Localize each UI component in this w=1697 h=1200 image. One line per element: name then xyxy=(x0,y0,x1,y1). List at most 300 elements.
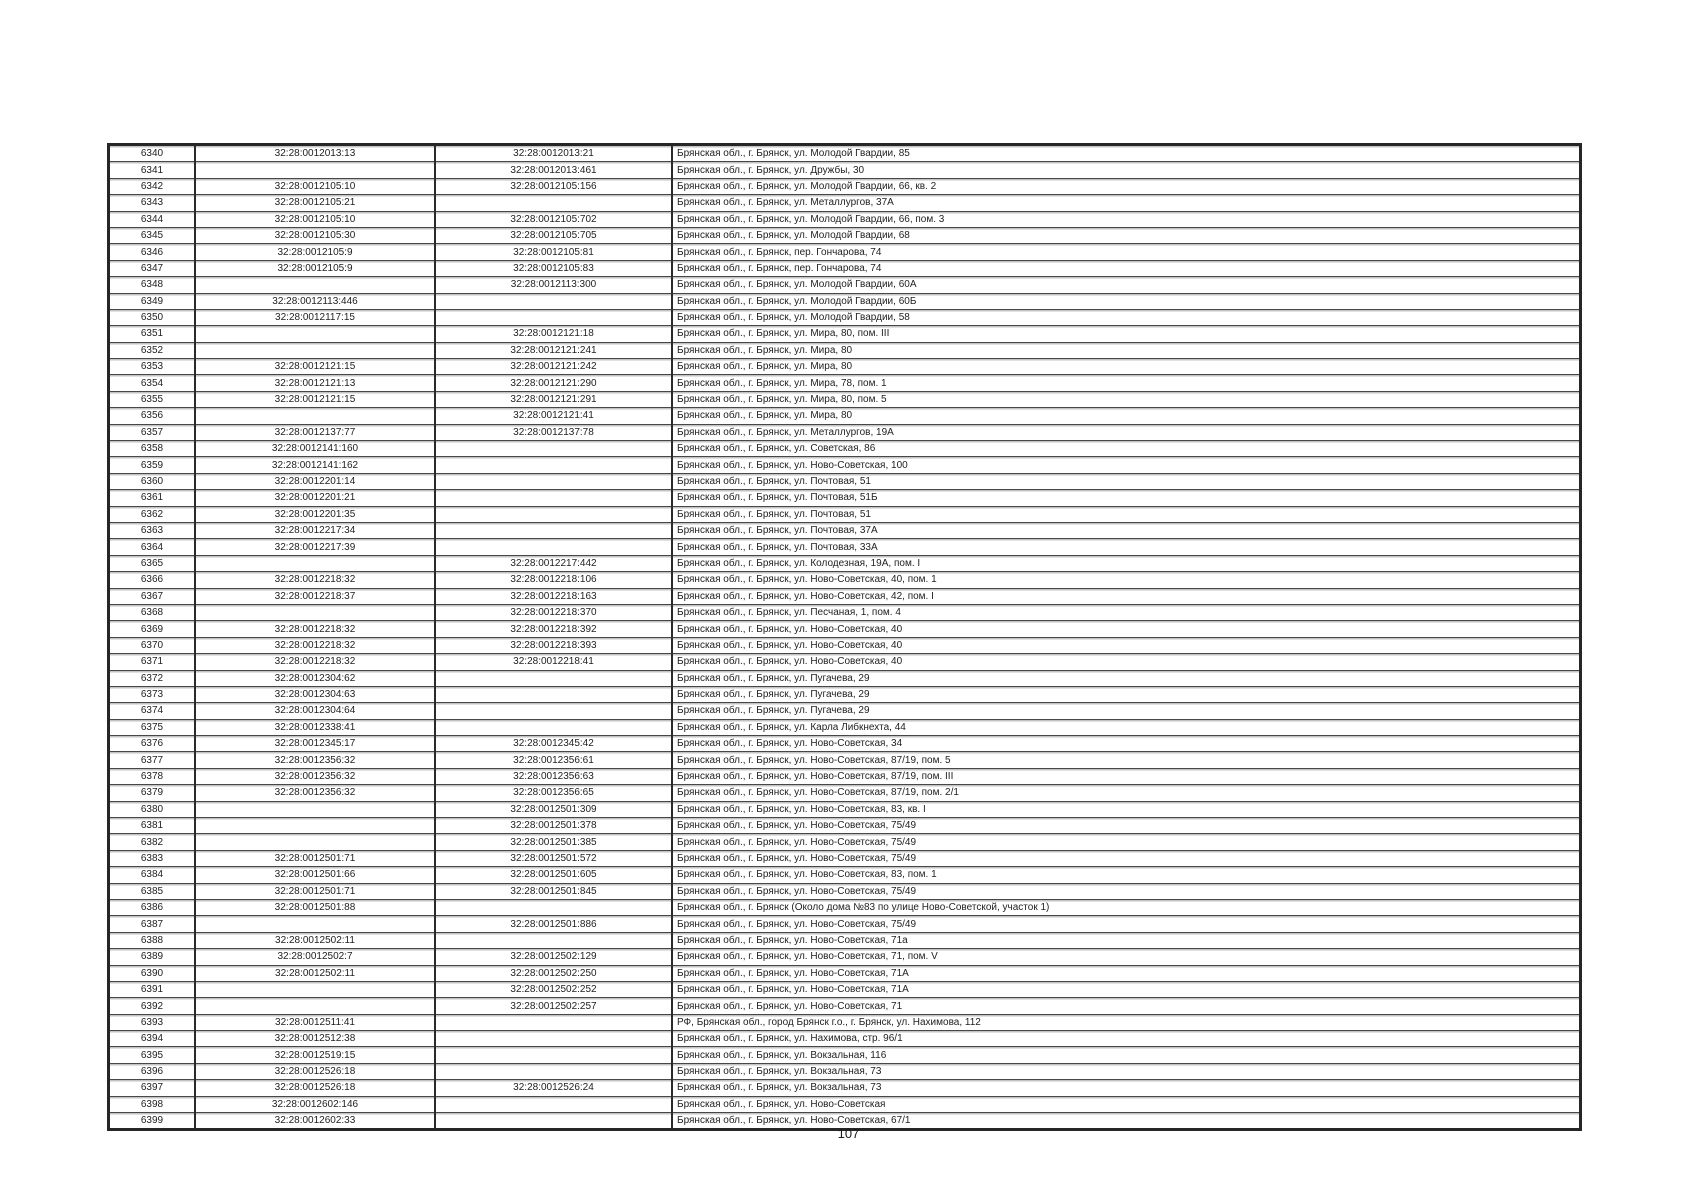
address-cell: Брянская обл., г. Брянск, ул. Вокзальная, 116 xyxy=(672,1047,1581,1063)
cadastral-number-cell: 32:28:0012137:77 xyxy=(195,424,435,440)
address-cell: Брянская обл., г. Брянск, ул. Карла Либкнехта, 44 xyxy=(672,719,1581,735)
table-row xyxy=(109,736,1581,752)
table-row xyxy=(109,211,1581,227)
row-number-cell: 6354 xyxy=(109,375,196,391)
table-row xyxy=(109,555,1581,571)
table-row xyxy=(109,899,1581,915)
row-number-cell: 6366 xyxy=(109,572,196,588)
address-cell: Брянская обл., г. Брянск, ул. Ново-Советская, 34 xyxy=(672,736,1581,752)
address-cell: Брянская обл., г. Брянск, ул. Ново-Советская, 71 xyxy=(672,998,1581,1014)
cadastral-number-cell: 32:28:0012501:71 xyxy=(195,883,435,899)
address-cell: Брянская обл., г. Брянск, ул. Песчаная, 1, пом. 4 xyxy=(672,604,1581,620)
address-cell: Брянская обл., г. Брянск, ул. Ново-Советская, 87/19, пом. 5 xyxy=(672,752,1581,768)
table-row xyxy=(109,457,1581,473)
row-number-cell: 6391 xyxy=(109,981,196,997)
row-number-cell: 6371 xyxy=(109,654,196,670)
table-row xyxy=(109,375,1581,391)
table-row xyxy=(109,703,1581,719)
secondary-cadastral-number-cell: 32:28:0012501:845 xyxy=(435,883,672,899)
table-row xyxy=(109,539,1581,555)
secondary-cadastral-number-cell: 32:28:0012501:886 xyxy=(435,916,672,932)
address-cell: Брянская обл., г. Брянск, ул. Пугачева, 29 xyxy=(672,703,1581,719)
table-row xyxy=(109,424,1581,440)
row-number-cell: 6346 xyxy=(109,244,196,260)
table-row xyxy=(109,686,1581,702)
table-row xyxy=(109,916,1581,932)
address-cell: Брянская обл., г. Брянск, пер. Гончарова, 74 xyxy=(672,260,1581,276)
address-cell: Брянская обл., г. Брянск, ул. Ново-Советская, 40 xyxy=(672,654,1581,670)
table-row xyxy=(109,998,1581,1014)
row-number-cell: 6347 xyxy=(109,260,196,276)
row-number-cell: 6385 xyxy=(109,883,196,899)
secondary-cadastral-number-cell xyxy=(435,1047,672,1063)
row-number-cell: 6399 xyxy=(109,1113,196,1130)
address-cell: Брянская обл., г. Брянск, ул. Ново-Советская, 40 xyxy=(672,637,1581,653)
secondary-cadastral-number-cell: 32:28:0012113:300 xyxy=(435,277,672,293)
row-number-cell: 6390 xyxy=(109,965,196,981)
secondary-cadastral-number-cell: 32:28:0012218:163 xyxy=(435,588,672,604)
cadastral-number-cell: 32:28:0012121:13 xyxy=(195,375,435,391)
secondary-cadastral-number-cell: 32:28:0012356:65 xyxy=(435,785,672,801)
table-row xyxy=(109,850,1581,866)
address-cell: Брянская обл., г. Брянск, ул. Ново-Советская, 40 xyxy=(672,621,1581,637)
secondary-cadastral-number-cell xyxy=(435,1031,672,1047)
table-row xyxy=(109,604,1581,620)
table-row xyxy=(109,1014,1581,1030)
table-row xyxy=(109,801,1581,817)
row-number-cell: 6395 xyxy=(109,1047,196,1063)
address-cell: Брянская обл., г. Брянск, пер. Гончарова, 74 xyxy=(672,244,1581,260)
cadastral-number-cell: 32:28:0012141:162 xyxy=(195,457,435,473)
cadastral-number-cell xyxy=(195,801,435,817)
row-number-cell: 6389 xyxy=(109,949,196,965)
address-cell: Брянская обл., г. Брянск, ул. Ново-Советская, 75/49 xyxy=(672,916,1581,932)
secondary-cadastral-number-cell xyxy=(435,441,672,457)
address-cell: Брянская обл., г. Брянск, ул. Ново-Советская xyxy=(672,1096,1581,1112)
cadastre-table xyxy=(107,143,1582,1131)
secondary-cadastral-number-cell: 32:28:0012502:257 xyxy=(435,998,672,1014)
secondary-cadastral-number-cell: 32:28:0012501:385 xyxy=(435,834,672,850)
cadastral-number-cell: 32:28:0012304:64 xyxy=(195,703,435,719)
secondary-cadastral-number-cell: 32:28:0012121:18 xyxy=(435,326,672,342)
secondary-cadastral-number-cell xyxy=(435,195,672,211)
cadastral-number-cell: 32:28:0012511:41 xyxy=(195,1014,435,1030)
secondary-cadastral-number-cell: 32:28:0012105:702 xyxy=(435,211,672,227)
address-cell: Брянская обл., г. Брянск, ул. Дружбы, 30 xyxy=(672,162,1581,178)
cadastral-number-cell xyxy=(195,604,435,620)
address-cell: Брянская обл., г. Брянск, ул. Ново-Советская, 67/1 xyxy=(672,1113,1581,1130)
row-number-cell: 6373 xyxy=(109,686,196,702)
row-number-cell: 6388 xyxy=(109,932,196,948)
row-number-cell: 6342 xyxy=(109,178,196,194)
secondary-cadastral-number-cell: 32:28:0012526:24 xyxy=(435,1080,672,1096)
table-row xyxy=(109,359,1581,375)
cadastral-number-cell: 32:28:0012338:41 xyxy=(195,719,435,735)
secondary-cadastral-number-cell: 32:28:0012345:42 xyxy=(435,736,672,752)
address-cell: Брянская обл., г. Брянск, ул. Колодезная, 19А, пом. I xyxy=(672,555,1581,571)
table-row xyxy=(109,719,1581,735)
row-number-cell: 6351 xyxy=(109,326,196,342)
address-cell: Брянская обл., г. Брянск, ул. Ново-Советская, 71а xyxy=(672,932,1581,948)
address-cell: Брянская обл., г. Брянск, ул. Ново-Советская, 100 xyxy=(672,457,1581,473)
address-cell: Брянская обл., г. Брянск, ул. Мира, 80, пом. 5 xyxy=(672,391,1581,407)
cadastral-number-cell: 32:28:0012201:14 xyxy=(195,473,435,489)
address-cell: Брянская обл., г. Брянск, ул. Ново-Советская, 83, кв. I xyxy=(672,801,1581,817)
address-cell: Брянская обл., г. Брянск, ул. Вокзальная, 73 xyxy=(672,1080,1581,1096)
secondary-cadastral-number-cell: 32:28:0012121:242 xyxy=(435,359,672,375)
table-row xyxy=(109,949,1581,965)
table-row xyxy=(109,195,1581,211)
table-row xyxy=(109,522,1581,538)
secondary-cadastral-number-cell: 32:28:0012013:21 xyxy=(435,145,672,162)
cadastral-number-cell: 32:28:0012201:21 xyxy=(195,490,435,506)
row-number-cell: 6344 xyxy=(109,211,196,227)
secondary-cadastral-number-cell xyxy=(435,522,672,538)
address-cell: Брянская обл., г. Брянск, ул. Мира, 80 xyxy=(672,342,1581,358)
address-cell: Брянская обл., г. Брянск, ул. Ново-Советская, 42, пом. I xyxy=(672,588,1581,604)
row-number-cell: 6359 xyxy=(109,457,196,473)
table-row xyxy=(109,506,1581,522)
cadastral-number-cell xyxy=(195,916,435,932)
table-row xyxy=(109,1063,1581,1079)
address-cell: Брянская обл., г. Брянск, ул. Вокзальная, 73 xyxy=(672,1063,1581,1079)
table-row xyxy=(109,490,1581,506)
address-cell: Брянская обл., г. Брянск, ул. Ново-Советская, 87/19, пом. 2/1 xyxy=(672,785,1581,801)
page-number: 107 xyxy=(837,1126,860,1141)
address-cell: Брянская обл., г. Брянск, ул. Ново-Советская, 75/49 xyxy=(672,818,1581,834)
cadastral-number-cell: 32:28:0012304:63 xyxy=(195,686,435,702)
table-row xyxy=(109,785,1581,801)
row-number-cell: 6356 xyxy=(109,408,196,424)
cadastral-number-cell: 32:28:0012113:446 xyxy=(195,293,435,309)
secondary-cadastral-number-cell: 32:28:0012218:41 xyxy=(435,654,672,670)
table-row xyxy=(109,441,1581,457)
table-row xyxy=(109,293,1581,309)
row-number-cell: 6375 xyxy=(109,719,196,735)
secondary-cadastral-number-cell xyxy=(435,490,672,506)
table-row xyxy=(109,227,1581,243)
row-number-cell: 6378 xyxy=(109,768,196,784)
row-number-cell: 6374 xyxy=(109,703,196,719)
cadastral-number-cell: 32:28:0012502:7 xyxy=(195,949,435,965)
table-row xyxy=(109,391,1581,407)
secondary-cadastral-number-cell: 32:28:0012013:461 xyxy=(435,162,672,178)
secondary-cadastral-number-cell xyxy=(435,309,672,325)
address-cell: Брянская обл., г. Брянск, ул. Почтовая, 51Б xyxy=(672,490,1581,506)
row-number-cell: 6358 xyxy=(109,441,196,457)
table-row xyxy=(109,752,1581,768)
address-cell: Брянская обл., г. Брянск, ул. Мира, 80 xyxy=(672,359,1581,375)
row-number-cell: 6372 xyxy=(109,670,196,686)
cadastral-number-cell: 32:28:0012602:146 xyxy=(195,1096,435,1112)
cadastral-number-cell: 32:28:0012217:39 xyxy=(195,539,435,555)
row-number-cell: 6355 xyxy=(109,391,196,407)
cadastre-table-body xyxy=(109,145,1581,1130)
table-row xyxy=(109,572,1581,588)
secondary-cadastral-number-cell xyxy=(435,1063,672,1079)
address-cell: Брянская обл., г. Брянск, ул. Молодой Гвардии, 68 xyxy=(672,227,1581,243)
address-cell: Брянская обл., г. Брянск, ул. Мира, 80, пом. III xyxy=(672,326,1581,342)
address-cell: Брянская обл., г. Брянск, ул. Молодой Гвардии, 60А xyxy=(672,277,1581,293)
cadastral-number-cell: 32:28:0012121:15 xyxy=(195,391,435,407)
row-number-cell: 6396 xyxy=(109,1063,196,1079)
row-number-cell: 6377 xyxy=(109,752,196,768)
cadastral-number-cell: 32:28:0012218:32 xyxy=(195,621,435,637)
table-row xyxy=(109,145,1581,162)
cadastral-number-cell xyxy=(195,555,435,571)
address-cell: Брянская обл., г. Брянск, ул. Ново-Советская, 75/49 xyxy=(672,883,1581,899)
cadastral-number-cell: 32:28:0012356:32 xyxy=(195,785,435,801)
row-number-cell: 6363 xyxy=(109,522,196,538)
secondary-cadastral-number-cell xyxy=(435,1096,672,1112)
address-cell: Брянская обл., г. Брянск, ул. Нахимова, стр. 96/1 xyxy=(672,1031,1581,1047)
address-cell: Брянская обл., г. Брянск, ул. Молодой Гвардии, 66, пом. 3 xyxy=(672,211,1581,227)
row-number-cell: 6382 xyxy=(109,834,196,850)
table-row xyxy=(109,178,1581,194)
row-number-cell: 6349 xyxy=(109,293,196,309)
cadastral-number-cell: 32:28:0012356:32 xyxy=(195,752,435,768)
cadastral-number-cell xyxy=(195,408,435,424)
cadastral-number-cell: 32:28:0012304:62 xyxy=(195,670,435,686)
cadastral-number-cell: 32:28:0012218:37 xyxy=(195,588,435,604)
secondary-cadastral-number-cell xyxy=(435,293,672,309)
row-number-cell: 6380 xyxy=(109,801,196,817)
address-cell: Брянская обл., г. Брянск, ул. Ново-Советская, 83, пом. 1 xyxy=(672,867,1581,883)
table-row xyxy=(109,1080,1581,1096)
table-row xyxy=(109,654,1581,670)
cadastral-number-cell: 32:28:0012501:66 xyxy=(195,867,435,883)
row-number-cell: 6352 xyxy=(109,342,196,358)
address-cell: Брянская обл., г. Брянск, ул. Металлургов, 19А xyxy=(672,424,1581,440)
cadastral-number-cell: 32:28:0012502:11 xyxy=(195,965,435,981)
cadastral-number-cell: 32:28:0012345:17 xyxy=(195,736,435,752)
address-cell: Брянская обл., г. Брянск, ул. Ново-Советская, 71А xyxy=(672,965,1581,981)
secondary-cadastral-number-cell: 32:28:0012356:63 xyxy=(435,768,672,784)
row-number-cell: 6394 xyxy=(109,1031,196,1047)
address-cell: Брянская обл., г. Брянск, ул. Пугачева, 29 xyxy=(672,670,1581,686)
table-row xyxy=(109,326,1581,342)
row-number-cell: 6365 xyxy=(109,555,196,571)
table-row xyxy=(109,1031,1581,1047)
secondary-cadastral-number-cell xyxy=(435,719,672,735)
cadastral-number-cell xyxy=(195,162,435,178)
row-number-cell: 6386 xyxy=(109,899,196,915)
cadastral-number-cell: 32:28:0012519:15 xyxy=(195,1047,435,1063)
address-cell: Брянская обл., г. Брянск, ул. Ново-Советская, 71, пом. V xyxy=(672,949,1581,965)
cadastral-number-cell xyxy=(195,818,435,834)
row-number-cell: 6341 xyxy=(109,162,196,178)
table-row xyxy=(109,637,1581,653)
cadastral-number-cell: 32:28:0012105:10 xyxy=(195,211,435,227)
secondary-cadastral-number-cell xyxy=(435,506,672,522)
secondary-cadastral-number-cell xyxy=(435,670,672,686)
address-cell: Брянская обл., г. Брянск, ул. Мира, 80 xyxy=(672,408,1581,424)
row-number-cell: 6369 xyxy=(109,621,196,637)
secondary-cadastral-number-cell: 32:28:0012218:106 xyxy=(435,572,672,588)
cadastral-number-cell: 32:28:0012121:15 xyxy=(195,359,435,375)
row-number-cell: 6345 xyxy=(109,227,196,243)
table-row xyxy=(109,981,1581,997)
secondary-cadastral-number-cell xyxy=(435,703,672,719)
secondary-cadastral-number-cell xyxy=(435,686,672,702)
row-number-cell: 6367 xyxy=(109,588,196,604)
table-row xyxy=(109,834,1581,850)
secondary-cadastral-number-cell: 32:28:0012501:309 xyxy=(435,801,672,817)
row-number-cell: 6350 xyxy=(109,309,196,325)
cadastral-number-cell xyxy=(195,834,435,850)
secondary-cadastral-number-cell xyxy=(435,899,672,915)
row-number-cell: 6379 xyxy=(109,785,196,801)
row-number-cell: 6392 xyxy=(109,998,196,1014)
address-cell: Брянская обл., г. Брянск, ул. Пугачева, 29 xyxy=(672,686,1581,702)
cadastral-number-cell xyxy=(195,981,435,997)
cadastral-number-cell: 32:28:0012117:15 xyxy=(195,309,435,325)
cadastral-number-cell: 32:28:0012501:71 xyxy=(195,850,435,866)
cadastral-number-cell xyxy=(195,277,435,293)
cadastral-number-cell: 32:28:0012526:18 xyxy=(195,1080,435,1096)
table-row xyxy=(109,309,1581,325)
table-row xyxy=(109,1096,1581,1112)
table-row xyxy=(109,621,1581,637)
secondary-cadastral-number-cell: 32:28:0012501:572 xyxy=(435,850,672,866)
row-number-cell: 6393 xyxy=(109,1014,196,1030)
row-number-cell: 6376 xyxy=(109,736,196,752)
table-row xyxy=(109,768,1581,784)
cadastral-number-cell: 32:28:0012218:32 xyxy=(195,654,435,670)
table-row xyxy=(109,883,1581,899)
table-row xyxy=(109,342,1581,358)
row-number-cell: 6361 xyxy=(109,490,196,506)
row-number-cell: 6362 xyxy=(109,506,196,522)
table-row xyxy=(109,965,1581,981)
secondary-cadastral-number-cell: 32:28:0012218:392 xyxy=(435,621,672,637)
address-cell: Брянская обл., г. Брянск, ул. Молодой Гвардии, 66, кв. 2 xyxy=(672,178,1581,194)
row-number-cell: 6383 xyxy=(109,850,196,866)
address-cell: Брянская обл., г. Брянск, ул. Молодой Гвардии, 58 xyxy=(672,309,1581,325)
cadastral-number-cell: 32:28:0012501:88 xyxy=(195,899,435,915)
row-number-cell: 6398 xyxy=(109,1096,196,1112)
address-cell: Брянская обл., г. Брянск, ул. Ново-Советская, 40, пом. 1 xyxy=(672,572,1581,588)
secondary-cadastral-number-cell: 32:28:0012105:705 xyxy=(435,227,672,243)
address-cell: Брянская обл., г. Брянск, ул. Почтовая, 51 xyxy=(672,473,1581,489)
row-number-cell: 6397 xyxy=(109,1080,196,1096)
row-number-cell: 6370 xyxy=(109,637,196,653)
cadastral-number-cell: 32:28:0012526:18 xyxy=(195,1063,435,1079)
cadastral-number-cell: 32:28:0012105:10 xyxy=(195,178,435,194)
cadastral-number-cell: 32:28:0012105:21 xyxy=(195,195,435,211)
cadastral-number-cell: 32:28:0012502:11 xyxy=(195,932,435,948)
table-row xyxy=(109,867,1581,883)
cadastral-number-cell: 32:28:0012105:9 xyxy=(195,244,435,260)
row-number-cell: 6348 xyxy=(109,277,196,293)
cadastral-number-cell: 32:28:0012602:33 xyxy=(195,1113,435,1130)
secondary-cadastral-number-cell: 32:28:0012105:81 xyxy=(435,244,672,260)
address-cell: Брянская обл., г. Брянск, ул. Почтовая, 37А xyxy=(672,522,1581,538)
secondary-cadastral-number-cell: 32:28:0012217:442 xyxy=(435,555,672,571)
row-number-cell: 6381 xyxy=(109,818,196,834)
secondary-cadastral-number-cell: 32:28:0012137:78 xyxy=(435,424,672,440)
secondary-cadastral-number-cell: 32:28:0012105:83 xyxy=(435,260,672,276)
row-number-cell: 6387 xyxy=(109,916,196,932)
cadastral-number-cell: 32:28:0012218:32 xyxy=(195,637,435,653)
table-row xyxy=(109,162,1581,178)
cadastral-number-cell: 32:28:0012512:38 xyxy=(195,1031,435,1047)
cadastral-number-cell: 32:28:0012105:9 xyxy=(195,260,435,276)
secondary-cadastral-number-cell: 32:28:0012218:370 xyxy=(435,604,672,620)
address-cell: Брянская обл., г. Брянск, ул. Молодой Гвардии, 60Б xyxy=(672,293,1581,309)
address-cell: Брянская обл., г. Брянск, ул. Мира, 78, пом. 1 xyxy=(672,375,1581,391)
secondary-cadastral-number-cell: 32:28:0012501:605 xyxy=(435,867,672,883)
cadastral-number-cell xyxy=(195,342,435,358)
secondary-cadastral-number-cell xyxy=(435,539,672,555)
cadastral-number-cell: 32:28:0012356:32 xyxy=(195,768,435,784)
secondary-cadastral-number-cell: 32:28:0012105:156 xyxy=(435,178,672,194)
row-number-cell: 6384 xyxy=(109,867,196,883)
table-row xyxy=(109,818,1581,834)
address-cell: Брянская обл., г. Брянск, ул. Почтовая, 51 xyxy=(672,506,1581,522)
table-row xyxy=(109,260,1581,276)
address-cell: Брянская обл., г. Брянск, ул. Ново-Советская, 75/49 xyxy=(672,850,1581,866)
secondary-cadastral-number-cell: 32:28:0012121:291 xyxy=(435,391,672,407)
secondary-cadastral-number-cell: 32:28:0012502:252 xyxy=(435,981,672,997)
table-row xyxy=(109,244,1581,260)
secondary-cadastral-number-cell xyxy=(435,932,672,948)
row-number-cell: 6353 xyxy=(109,359,196,375)
secondary-cadastral-number-cell: 32:28:0012356:61 xyxy=(435,752,672,768)
address-cell: Брянская обл., г. Брянск, ул. Ново-Советская, 71А xyxy=(672,981,1581,997)
table-row xyxy=(109,408,1581,424)
row-number-cell: 6360 xyxy=(109,473,196,489)
address-cell: РФ, Брянская обл., город Брянск г.о., г. Брянск, ул. Нахимова, 112 xyxy=(672,1014,1581,1030)
secondary-cadastral-number-cell: 32:28:0012501:378 xyxy=(435,818,672,834)
address-cell: Брянская обл., г. Брянск, ул. Почтовая, 33А xyxy=(672,539,1581,555)
cadastral-number-cell xyxy=(195,326,435,342)
address-cell: Брянская обл., г. Брянск, ул. Металлургов, 37А xyxy=(672,195,1581,211)
cadastral-number-cell: 32:28:0012201:35 xyxy=(195,506,435,522)
table-row xyxy=(109,670,1581,686)
row-number-cell: 6340 xyxy=(109,145,196,162)
secondary-cadastral-number-cell: 32:28:0012121:41 xyxy=(435,408,672,424)
cadastral-number-cell: 32:28:0012217:34 xyxy=(195,522,435,538)
secondary-cadastral-number-cell xyxy=(435,457,672,473)
address-cell: Брянская обл., г. Брянск, ул. Ново-Советская, 87/19, пом. III xyxy=(672,768,1581,784)
address-cell: Брянская обл., г. Брянск, ул. Ново-Советская, 75/49 xyxy=(672,834,1581,850)
row-number-cell: 6343 xyxy=(109,195,196,211)
table-row xyxy=(109,588,1581,604)
table-row xyxy=(109,932,1581,948)
cadastral-number-cell xyxy=(195,998,435,1014)
address-cell: Брянская обл., г. Брянск, ул. Советская, 86 xyxy=(672,441,1581,457)
secondary-cadastral-number-cell: 32:28:0012121:290 xyxy=(435,375,672,391)
secondary-cadastral-number-cell: 32:28:0012502:129 xyxy=(435,949,672,965)
cadastral-number-cell: 32:28:0012218:32 xyxy=(195,572,435,588)
secondary-cadastral-number-cell: 32:28:0012502:250 xyxy=(435,965,672,981)
cadastral-number-cell: 32:28:0012013:13 xyxy=(195,145,435,162)
address-cell: Брянская обл., г. Брянск, ул. Молодой Гвардии, 85 xyxy=(672,145,1581,162)
row-number-cell: 6368 xyxy=(109,604,196,620)
table-row xyxy=(109,473,1581,489)
cadastral-number-cell: 32:28:0012105:30 xyxy=(195,227,435,243)
row-number-cell: 6364 xyxy=(109,539,196,555)
secondary-cadastral-number-cell: 32:28:0012121:241 xyxy=(435,342,672,358)
address-cell: Брянская обл., г. Брянск (Около дома №83 по улице Ново-Советской, участок 1) xyxy=(672,899,1581,915)
table-row xyxy=(109,277,1581,293)
secondary-cadastral-number-cell: 32:28:0012218:393 xyxy=(435,637,672,653)
table-row xyxy=(109,1047,1581,1063)
row-number-cell: 6357 xyxy=(109,424,196,440)
cadastral-number-cell: 32:28:0012141:160 xyxy=(195,441,435,457)
secondary-cadastral-number-cell xyxy=(435,1014,672,1030)
